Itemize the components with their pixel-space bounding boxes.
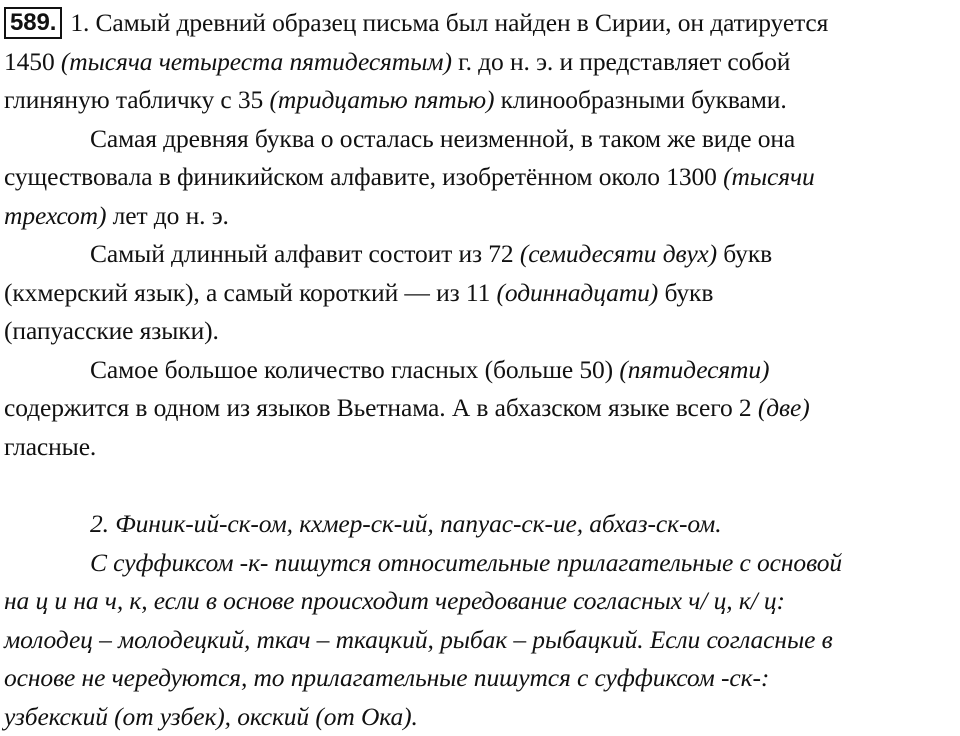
italic-text-segment: на ц и на ч, к, если в основе происходит чередование согласных ч/ ц, к/ ц: [4,586,785,615]
text-segment: Самый длинный алфавит состоит из 72 [90,239,520,268]
text-segment: букв [717,239,772,268]
text-line [4,312,956,351]
text-segment: (кхмерский язык), а самый короткий — из 11 [4,278,497,307]
text-line [4,81,956,120]
italic-text-segment: трехсот) [4,201,106,230]
text-segment: 1450 [4,47,61,76]
text-segment: букв [658,278,713,307]
exercise-part-1 [4,4,956,466]
text-line [4,235,956,274]
text-line [4,158,956,197]
text-line [4,389,956,428]
text-line [4,43,956,82]
text-line [4,582,956,621]
italic-text-segment: (тысячи [723,162,815,191]
text-segment: Самое большое количество гласных (больше 50) [90,355,619,384]
italic-text-segment: (тридцатью пятью) [269,85,494,114]
text-line [4,659,956,698]
italic-text-segment: (семидесяти двух) [520,239,717,268]
text-line [4,544,956,583]
italic-text-segment: (тысяча четыреста пятидесятым) [61,47,452,76]
italic-text-segment: молодец – молодецкий, ткач – ткацкий, рыбак – рыбацкий. Если согласные в [4,625,833,654]
italic-text-segment: 2. Финик-ий-ск-ом, кхмер-ск-ий, папуас-ск-ие, абхаз-ск-ом. [90,509,721,538]
italic-text-segment: узбекский (от узбек), окский (от Ока). [4,702,418,731]
text-segment: глиняную табличку с 35 [4,85,269,114]
text-segment: содержится в одном из языков Вьетнама. А в абхазском языке всего 2 [4,393,758,422]
text-segment: существовала в финикийском алфавите, изобретённом около 1300 [4,162,723,191]
italic-text-segment: (одиннадцати) [497,278,659,307]
text-segment: Самая древняя буква о осталась неизменной, в таком же виде она [90,124,795,153]
italic-text-segment: (две) [758,393,810,422]
text-line [4,120,956,159]
exercise-page [4,4,956,736]
text-line [4,4,956,43]
text-line [4,428,956,467]
text-line [4,505,956,544]
exercise-part-2 [4,505,956,736]
text-line [4,274,956,313]
text-line [4,197,956,236]
text-segment: клинообразными буквами. [494,85,786,114]
text-line [4,621,956,660]
italic-text-segment: С суффиксом -к- пишутся относительные прилагательные с основой [90,548,842,577]
paragraph-gap [4,466,956,505]
text-line [4,351,956,390]
text-line [4,698,956,736]
text-segment: лет до н. э. [106,201,228,230]
text-segment: гласные. [4,432,96,461]
text-segment: г. до н. э. и представляет собой [452,47,791,76]
italic-text-segment: основе не чередуются, то прилагательные пишутся с суффиксом -ск-: [4,663,769,692]
text-segment: (папуасские языки). [4,316,219,345]
text-segment: 1. Самый древний образец письма был найден в Сирии, он датируется [70,8,828,37]
italic-text-segment: (пятидесяти) [619,355,769,384]
exercise-number-badge: 589. [4,7,62,39]
